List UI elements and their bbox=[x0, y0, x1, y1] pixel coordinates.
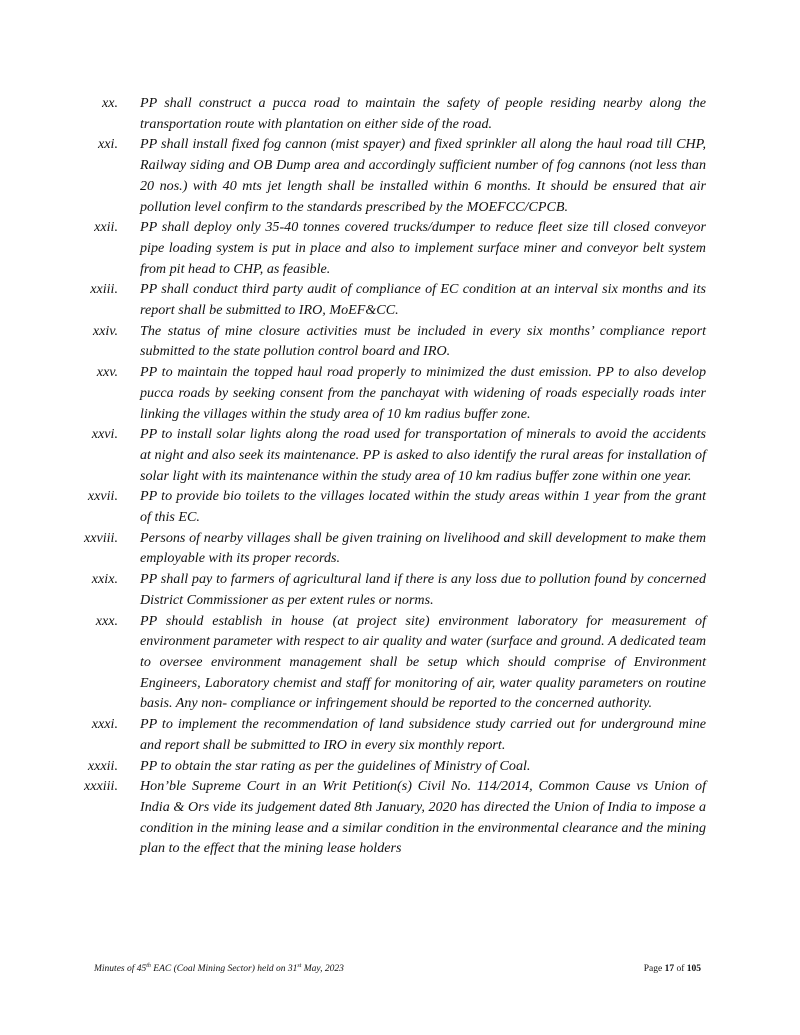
list-item bbox=[0, 776, 800, 859]
item-number: xxvii. bbox=[87, 488, 118, 505]
list-item bbox=[0, 217, 800, 279]
item-text: PP shall deploy only 35-40 tonnes covered trucks/dumper to reduce fleet size till closed conveyor pipe loading system is put in place and also to implement surface miner and conveyor belt system from pit head to CHP, as feasible. bbox=[140, 219, 706, 277]
item-number: xxiv. bbox=[92, 322, 118, 339]
list-item bbox=[0, 93, 800, 134]
item-text: PP shall pay to farmers of agricultural land if there is any loss due to pollution found by concerned District Commissioner as per extent rules or norms. bbox=[140, 571, 706, 608]
item-text: PP to install solar lights along the road used for transportation of minerals to avoid the accidents at night and also seek its maintenance. PP is asked to also identify the rural areas for installation of solar light with its maintenance within the study area of 10 km radius buffer zone within one year. bbox=[140, 426, 706, 484]
item-text: PP to implement the recommendation of land subsidence study carried out for underground mine and report shall be submitted to IRO in every six monthly report. bbox=[140, 716, 706, 753]
item-number: xxvi. bbox=[91, 426, 118, 443]
list-item bbox=[0, 424, 800, 486]
item-text: PP shall install fixed fog cannon (mist spayer) and fixed sprinkler all along the haul road till CHP, Railway siding and OB Dump area and accordingly sufficient number of fog cannons (not less than 20 nos.) with 40 mts jet length shall be installed within 6 months. It should be ensured that air pollution level confirm to the standards prescribed by the MOEFCC/CPCB. bbox=[140, 136, 706, 215]
item-text: PP shall conduct third party audit of compliance of EC condition at an interval six months and its report shall be submitted to IRO, MoEF&CC. bbox=[140, 281, 706, 319]
footer-superscript: st bbox=[297, 962, 302, 969]
item-text: PP to provide bio toilets to the villages located within the study areas within 1 year from the grant of this EC. bbox=[140, 488, 706, 526]
list-item bbox=[0, 569, 800, 610]
list-item bbox=[0, 528, 800, 569]
item-text: PP to obtain the star rating as per the guidelines of Ministry of Coal. bbox=[140, 757, 531, 774]
item-number: xxv. bbox=[96, 364, 118, 381]
footer-superscript: th bbox=[146, 962, 151, 969]
item-text: PP should establish in house (at project site) environment laboratory for measurement of environment parameter with respect to air quality and water (surface and ground. A dedicated team to oversee environment management shall be setup which should comprise of Environment Engineers, Laboratory chemist and staff for monitoring of air, water quality parameters on routine basis. Any non- compliance or infringement should be reported to the concerned authority. bbox=[140, 612, 706, 712]
page-current: 17 bbox=[664, 964, 675, 974]
list-item bbox=[0, 756, 800, 777]
page-number bbox=[644, 964, 701, 974]
footer-minutes-text: Minutes of 45 bbox=[94, 964, 147, 974]
item-number: xxix. bbox=[91, 571, 118, 588]
item-number: xxviii. bbox=[83, 529, 118, 546]
footer-minutes-text: EAC (Coal Mining Sector) held on 31 bbox=[150, 964, 298, 974]
page-footer bbox=[94, 964, 701, 974]
list-item bbox=[0, 611, 800, 715]
item-text: PP shall construct a pucca road to maintain the safety of people residing nearby along the transportation route with plantation on either side of the road. bbox=[140, 95, 706, 132]
page-total: 105 bbox=[686, 964, 701, 974]
conditions-list bbox=[0, 93, 800, 859]
list-item bbox=[0, 714, 800, 755]
item-number: xxx. bbox=[95, 612, 118, 629]
list-item bbox=[0, 134, 800, 217]
list-item bbox=[0, 279, 800, 320]
page-of: of bbox=[674, 964, 687, 974]
item-text: Hon’ble Supreme Court in an Writ Petition(s) Civil No. 114/2014, Common Cause vs Union of India & Ors vide its judgement dated 8th January, 2020 has directed the Union of India to impose a condition in the mining lease and a similar condition in the environmental clearance and the mining plan to the effect that the mining lease holders bbox=[140, 778, 706, 857]
footer-minutes-text: May, 2023 bbox=[301, 964, 344, 974]
item-number: xxxiii. bbox=[83, 778, 118, 795]
item-number: xx. bbox=[101, 95, 118, 111]
item-number: xxxii. bbox=[87, 757, 118, 774]
item-number: xxi. bbox=[98, 136, 118, 153]
item-text: The status of mine closure activities must be included in every six months’ compliance report submitted to the state pollution control board and IRO. bbox=[140, 322, 706, 360]
item-text: PP to maintain the topped haul road properly to minimized the dust emission. PP to also develop pucca roads by seeking consent from the panchayat with widening of roads especially roads inter linking the villages within the study area of 10 km radius buffer zone. bbox=[140, 364, 706, 422]
item-number: xxii. bbox=[94, 219, 118, 236]
footer-minutes bbox=[94, 964, 344, 974]
item-number: xxxi. bbox=[91, 716, 118, 733]
list-item bbox=[0, 362, 800, 424]
page-label: Page bbox=[643, 964, 665, 974]
list-item bbox=[0, 486, 800, 527]
item-text: Persons of nearby villages shall be given training on livelihood and skill development to make them employable with its proper records. bbox=[140, 529, 706, 567]
item-number: xxiii. bbox=[90, 281, 118, 298]
list-item bbox=[0, 321, 800, 362]
